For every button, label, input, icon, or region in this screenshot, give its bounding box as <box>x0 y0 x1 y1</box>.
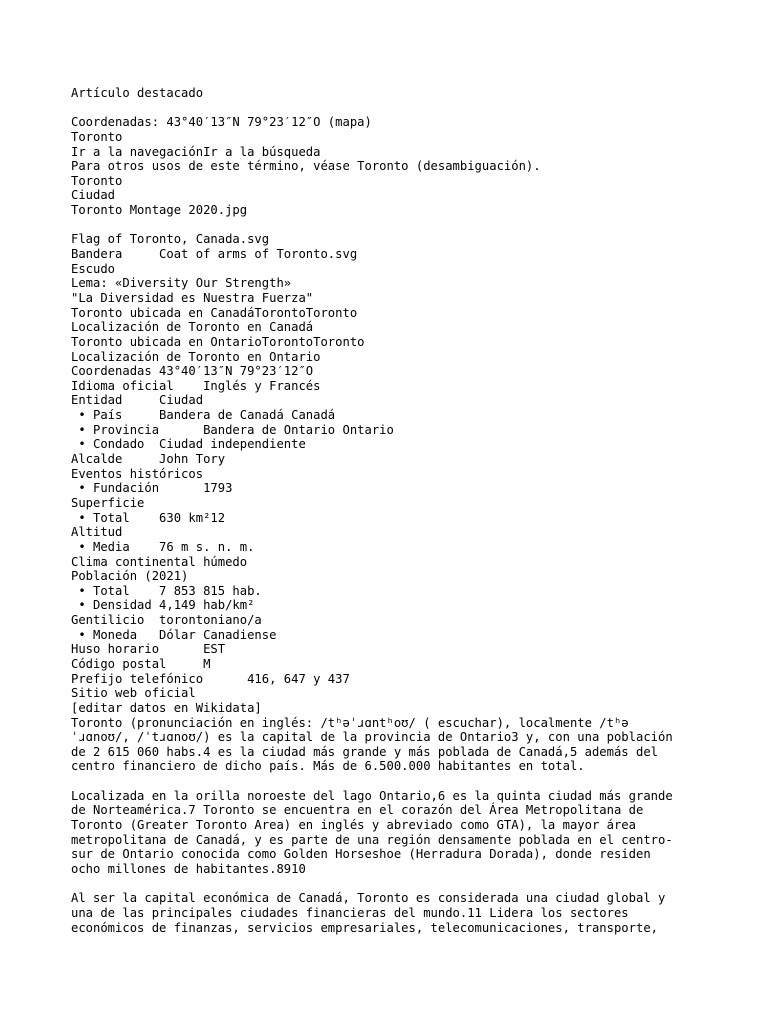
text-line: Sitio web oficial <box>71 686 196 701</box>
text-line: Ir a la navegaciónIr a la búsqueda <box>71 144 321 159</box>
text-line: Coordenadas: 43°40′13″N 79°23′12″O (mapa) <box>71 115 372 130</box>
blank-line <box>71 774 761 789</box>
text-line: Clima continental húmedo <box>71 554 248 569</box>
text-line: económicos de finanzas, servicios empresariales, telecomunicaciones, transporte, <box>71 920 658 935</box>
text-line: Idioma oficial Inglés y Francés <box>71 378 321 393</box>
text-line: de Norteamérica.7 Toronto se encuentra en el corazón del Área Metropolitana de <box>71 803 644 818</box>
text-line: • Moneda Dólar Canadiense <box>71 627 277 642</box>
text-line: Toronto (pronunciación en inglés: /tʰəˈɹɑntʰoʊ/ ( escuchar), localmente /tʰə <box>71 715 629 730</box>
text-line: centro financiero de dicho país. Más de 6.500.000 habitantes en total. <box>71 759 585 774</box>
text-line: Superficie <box>71 495 145 510</box>
text-line: Código postal M <box>71 656 211 671</box>
text-line: Localización de Toronto en Ontario <box>71 349 321 364</box>
blank-line <box>71 218 761 233</box>
text-line: Toronto <box>71 173 123 188</box>
text-line: Entidad Ciudad <box>71 393 204 408</box>
text-line: Alcalde John Tory <box>71 452 226 467</box>
text-line: • Fundación 1793 <box>71 481 233 496</box>
blank-line <box>71 101 761 116</box>
text-line: Toronto ubicada en CanadáTorontoToronto <box>71 305 358 320</box>
text-line: Artículo destacado <box>71 86 204 100</box>
text-line: sur de Ontario conocida como Golden Horseshoe (Herradura Dorada), donde residen <box>71 847 651 862</box>
text-line: • País Bandera de Canadá Canadá <box>71 408 336 423</box>
text-line: • Provincia Bandera de Ontario Ontario <box>71 422 394 437</box>
text-line: • Densidad 4,149 hab/km² <box>71 598 255 613</box>
text-line: Al ser la capital económica de Canadá, Toronto es considerada una ciudad global y <box>71 891 666 906</box>
text-line: Toronto Montage 2020.jpg <box>71 203 248 218</box>
text-line: Prefijo telefónico 416, 647 y 437 <box>71 671 350 686</box>
text-line: Para otros usos de este término, véase Toronto (desambiguación). <box>71 159 541 174</box>
text-line: Ciudad <box>71 188 116 203</box>
text-line: Coordenadas 43°40′13″N 79°23′12″O <box>71 364 314 379</box>
text-line: una de las principales ciudades financieras del mundo.11 Lidera los sectores <box>71 905 629 920</box>
text-line: "La Diversidad es Nuestra Fuerza" <box>71 290 314 305</box>
text-line: Toronto (Greater Toronto Area) en inglés y abreviado como GTA), la mayor área <box>71 818 636 833</box>
text-line: Altitud <box>71 525 123 540</box>
text-line: Lema: «Diversity Our Strength» <box>71 276 292 291</box>
text-line: • Condado Ciudad independiente <box>71 437 306 452</box>
text-line: ocho millones de habitantes.8910 <box>71 861 306 876</box>
text-line: Eventos históricos <box>71 466 204 481</box>
text-line: Localización de Toronto en Canadá <box>71 320 314 335</box>
text-line: Gentilicio torontoniano/a <box>71 613 262 628</box>
text-line: Escudo <box>71 261 116 276</box>
text-line: Toronto ubicada en OntarioTorontoToronto <box>71 334 365 349</box>
text-line: Flag of Toronto, Canada.svg <box>71 232 270 247</box>
text-line: Toronto <box>71 129 123 144</box>
text-line: Población (2021) <box>71 569 189 584</box>
text-line: • Total 630 km²12 <box>71 510 226 525</box>
text-line: Localizada en la orilla noroeste del lago Ontario,6 es la quinta ciudad más grande <box>71 788 673 803</box>
text-line: • Total 7 853 815 hab. <box>71 583 262 598</box>
text-line: Huso horario EST <box>71 642 226 657</box>
text-line: metropolitana de Canadá, y es parte de una región densamente poblada en el centro- <box>71 832 673 847</box>
text-line: de 2 615 060 habs.4 es la ciudad más grande y más poblada de Canadá,5 además del <box>71 744 658 759</box>
document-body <box>71 86 761 935</box>
text-line: ˈɹɑnoʊ/, /ˈtɹɑnoʊ/) es la capital de la provincia de Ontario3 y, con una población <box>71 730 673 745</box>
blank-line <box>71 877 761 892</box>
text-line: Bandera Coat of arms of Toronto.svg <box>71 247 358 262</box>
text-line: • Media 76 m s. n. m. <box>71 539 255 554</box>
text-line: [editar datos en Wikidata] <box>71 700 262 715</box>
